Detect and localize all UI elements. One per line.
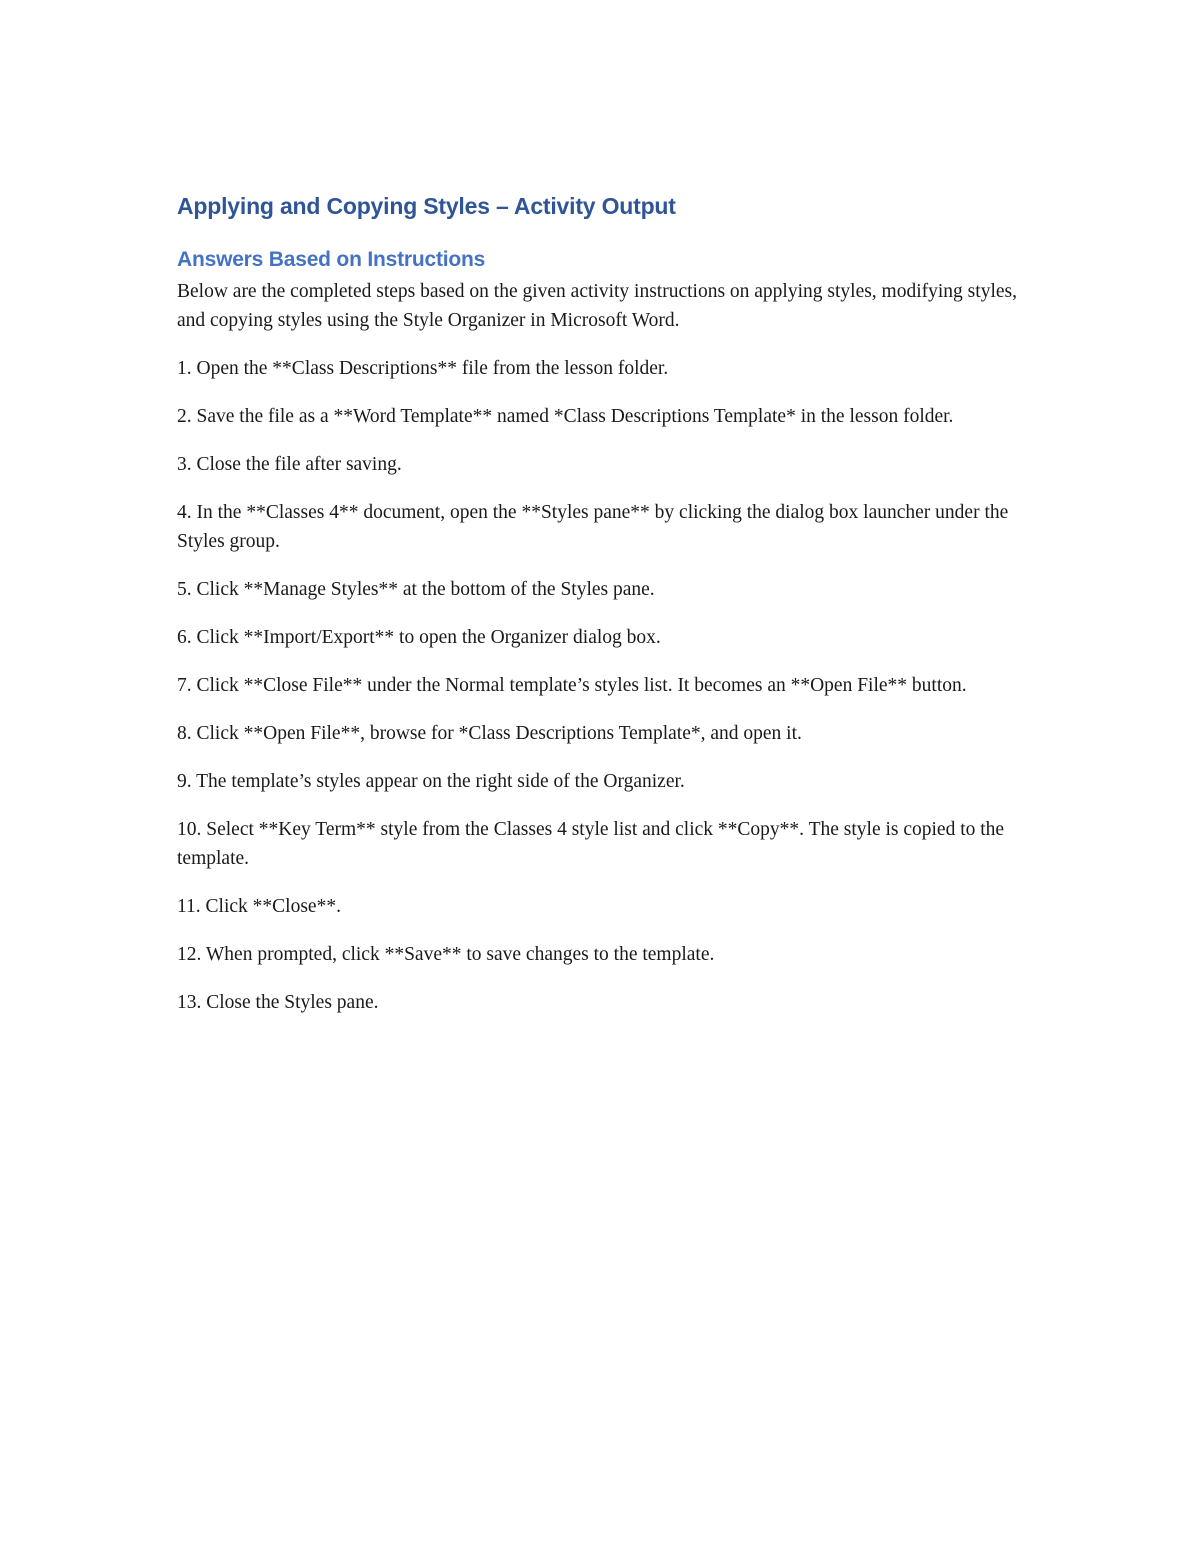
step-item: 8. Click **Open File**, browse for *Class Descriptions Template*, and open it.	[177, 723, 802, 744]
step-item: 6. Click **Import/Export** to open the Organizer dialog box.	[177, 627, 661, 648]
step-item: 13. Close the Styles pane.	[177, 992, 379, 1013]
step-item: 7. Click **Close File** under the Normal template’s styles list. It becomes an **Open File** button.	[177, 675, 967, 696]
step-item: 3. Close the file after saving.	[177, 454, 402, 475]
steps-list	[177, 354, 1027, 1017]
section-heading: Answers Based on Instructions	[177, 248, 486, 271]
document-body	[177, 188, 1027, 1036]
step-item: 9. The template’s styles appear on the right side of the Organizer.	[177, 771, 685, 792]
document-title: Applying and Copying Styles – Activity Output	[177, 193, 676, 219]
intro-paragraph: Below are the completed steps based on the given activity instructions on applying styles, modifying styles, and copying styles using the Style Organizer in Microsoft Word.	[177, 281, 1017, 331]
step-item: 11. Click **Close**.	[177, 896, 341, 917]
step-item: 2. Save the file as a **Word Template** named *Class Descriptions Template* in the lesson folder.	[177, 406, 954, 427]
step-item: 12. When prompted, click **Save** to save changes to the template.	[177, 944, 715, 965]
step-item: 4. In the **Classes 4** document, open the **Styles pane** by clicking the dialog box launcher under the Styles group.	[177, 502, 1009, 552]
step-item: 1. Open the **Class Descriptions** file from the lesson folder.	[177, 358, 669, 379]
step-item: 5. Click **Manage Styles** at the bottom of the Styles pane.	[177, 579, 655, 600]
step-item: 10. Select **Key Term** style from the Classes 4 style list and click **Copy**. The style is copied to the template.	[177, 819, 1005, 869]
